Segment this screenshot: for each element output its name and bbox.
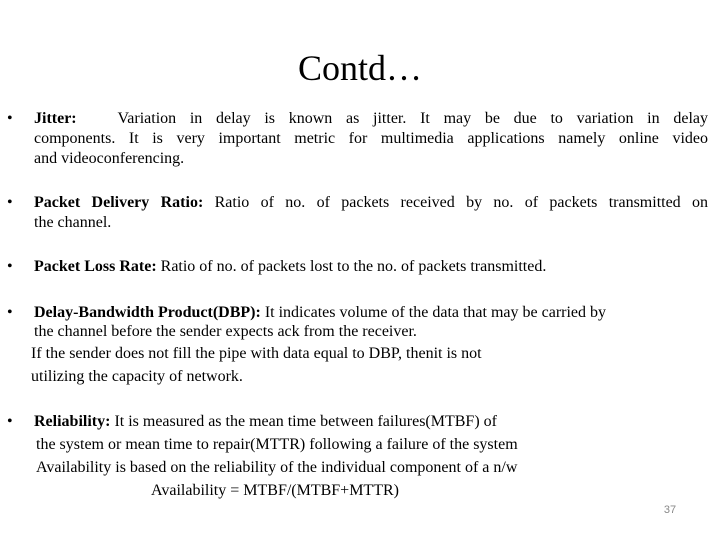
jitter-line-2: components. It is very important metric for multimedia applications namely online video [34,130,708,147]
plr-term: Packet Loss Rate: [34,258,157,275]
reliability-term: Reliability: [34,413,111,430]
pdr-line-2: the channel. [34,214,112,231]
reliability-line-3: Availability is based on the reliability of the individual component of a n/w [36,459,518,476]
reliability-line-1 [34,412,497,432]
jitter-term: Jitter: [34,110,77,127]
jitter-text: Variation in delay is known as jitter. It may be due to variation in delay [117,110,708,127]
dbp-text: It indicates volume of the data that may be carried by [260,304,607,321]
jitter-line-1 [34,109,708,129]
reliability-line-2: the system or mean time to repair(MTTR) following a failure of the system [36,436,518,453]
dbp-term: Delay-Bandwidth Product(DBP): [34,304,261,321]
plr-line-1 [34,257,546,277]
reliability-text: It is measured as the mean time between failures(MTBF) of [110,413,497,430]
slide-title [0,46,720,90]
slide-title-text: Contd… [297,48,422,88]
pdr-line-1 [34,193,708,213]
bullet-dot: • [7,110,13,127]
bullet-dot: • [7,258,13,275]
jitter-line-3: and videoconferencing. [34,150,185,167]
bullet-dot: • [7,194,13,211]
page-number: 37 [663,504,677,516]
dbp-line-3: If the sender does not fill the pipe with data equal to DBP, thenit is not [31,345,482,362]
dbp-line-2: the channel before the sender expects ack from the receiver. [34,323,417,340]
dbp-line-1 [34,303,606,323]
dbp-line-4: utilizing the capacity of network. [31,368,243,385]
bullet-dot: • [7,413,13,430]
bullet-dot: • [7,304,13,321]
pdr-term: Packet Delivery Ratio: [34,194,204,211]
availability-formula: Availability = MTBF/(MTBF+MTTR) [151,482,399,499]
pdr-text: Ratio of no. of packets received by no. of packets transmitted on [203,194,709,211]
plr-text: Ratio of no. of packets lost to the no. of packets transmitted. [156,258,547,275]
